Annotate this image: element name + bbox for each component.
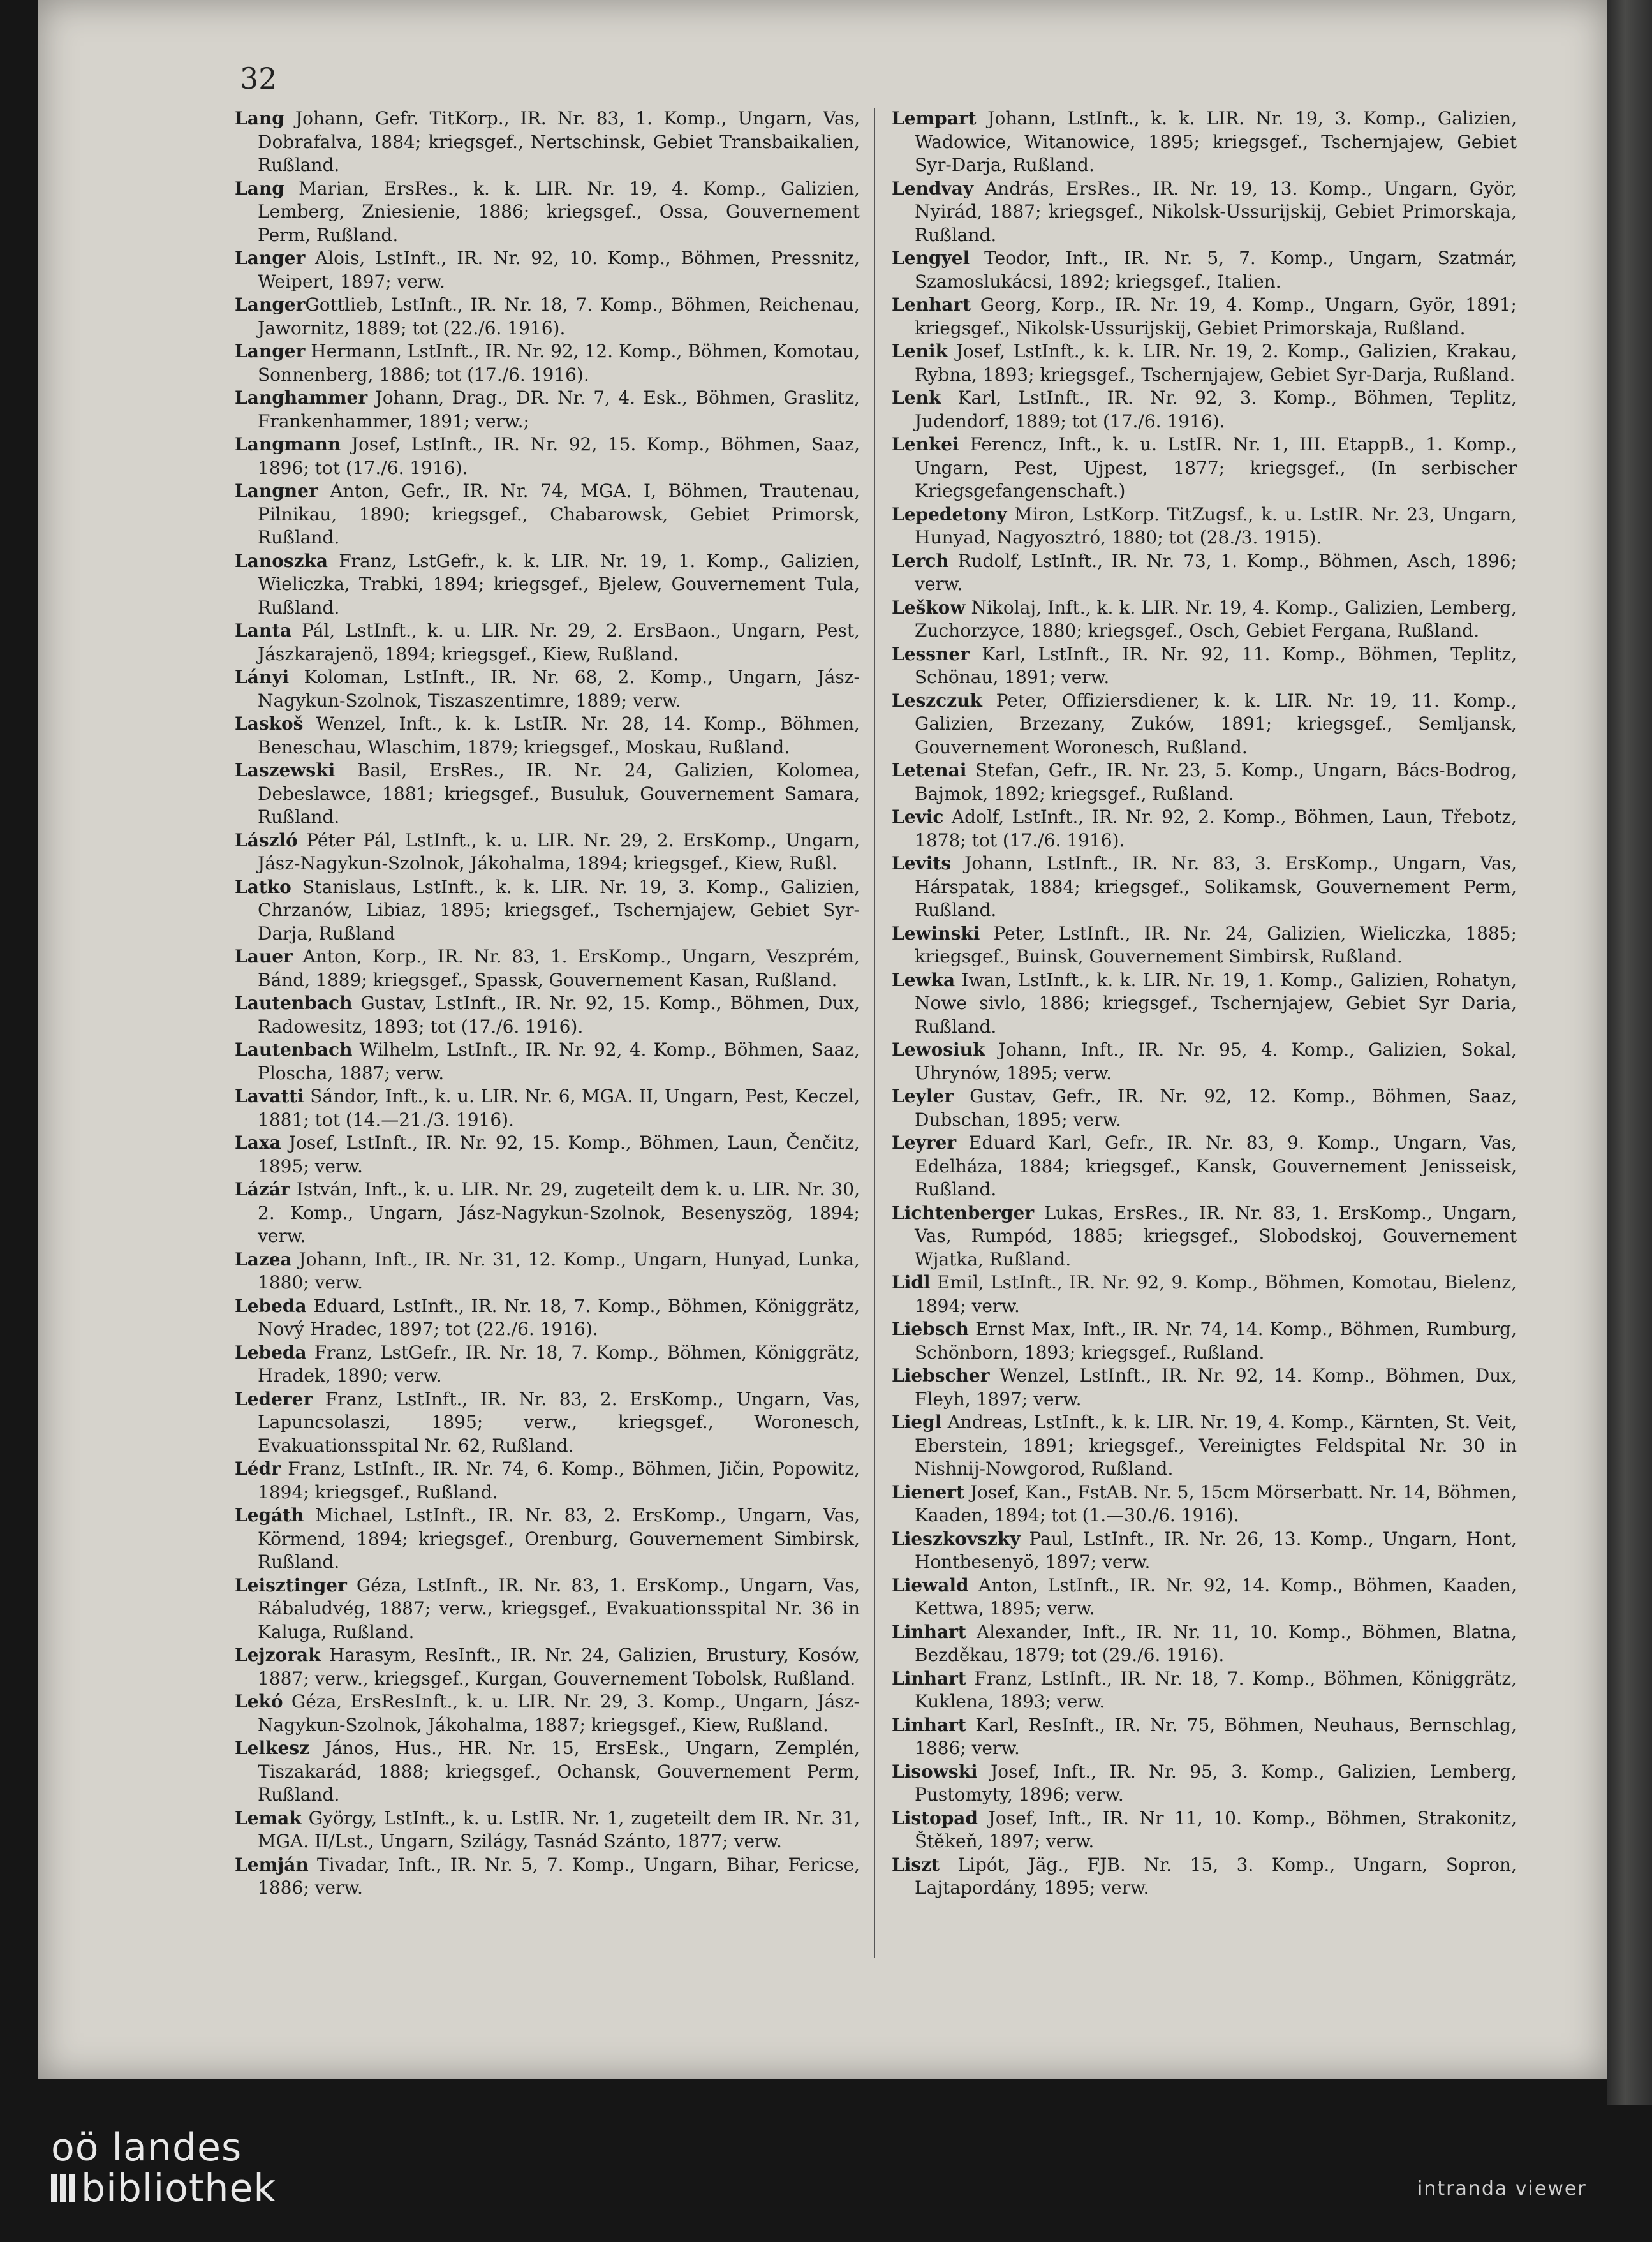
entry-details: Anton, Gefr., IR. Nr. 74, MGA. I, Böhmen, Trautenau, Pilnikau, 1890; kriegsgef., Chabarowsk, Gebiet Primorsk, Rußland.: [258, 480, 860, 548]
viewer-brand-label: intranda viewer: [1417, 2178, 1587, 2200]
list-item: [892, 1085, 1517, 1132]
list-item: [235, 1737, 860, 1807]
entry-details: Ernst Max, Inft., IR. Nr. 74, 14. Komp., Böhmen, Rumburg, Schönborn, 1893; kriegsgef., Rußland.: [915, 1318, 1517, 1363]
logo-line2: bibliothek: [81, 2166, 277, 2211]
entry-details: Teodor, Inft., IR. Nr. 5, 7. Komp., Ungarn, Szatmár, Szamoslukácsi, 1892; kriegsgef., Italien.: [915, 247, 1517, 292]
list-item: [892, 1528, 1517, 1574]
logo-line1: oö landes: [51, 2125, 242, 2170]
entry-details: András, ErsRes., IR. Nr. 19, 13. Komp., Ungarn, Györ, Nyirád, 1887; kriegsgef., Nikolsk-Ussurijskij, Gebiet Primorskaja, Rußland.: [915, 177, 1517, 246]
entry-details: Lipót, Jäg., FJB. Nr. 15, 3. Komp., Ungarn, Sopron, Lajtapordány, 1895; verw.: [915, 1854, 1517, 1898]
list-item: [892, 1132, 1517, 1202]
list-item: [892, 107, 1517, 177]
entry-details: Josef, LstInft., IR. Nr. 92, 15. Komp., Böhmen, Laun, Čenčitz, 1895; verw.: [258, 1132, 860, 1177]
entry-details: Sándor, Inft., k. u. LIR. Nr. 6, MGA. II, Ungarn, Pest, Keczel, 1881; tot (14.—21./3. 1916).: [258, 1086, 860, 1130]
entry-details: Gustav, Gefr., IR. Nr. 92, 12. Komp., Böhmen, Saaz, Dubschan, 1895; verw.: [915, 1086, 1517, 1130]
entry-details: Franz, LstInft., IR. Nr. 83, 2. ErsKomp., Ungarn, Vas, Lapuncsolaszi, 1895; verw., kriegsgef., Woronesch, Evakuationsspital Nr. 62, Rußland.: [258, 1388, 860, 1456]
list-item: [892, 596, 1517, 643]
entry-surname: Linhart: [892, 1714, 966, 1736]
entry-details: Wilhelm, LstInft., IR. Nr. 92, 4. Komp., Böhmen, Saaz, Ploscha, 1887; verw.: [258, 1039, 860, 1084]
entry-surname: Liszt: [892, 1854, 940, 1875]
entry-details: Wenzel, Inft., k. k. LstIR. Nr. 28, 14. Komp., Böhmen, Beneschau, Wlaschim, 1879; kriegsgef., Moskau, Rußland.: [258, 713, 860, 758]
entry-surname: Leszczuk: [892, 690, 982, 711]
entry-surname: Lázár: [235, 1179, 290, 1200]
list-item: [235, 666, 860, 712]
entry-details: Lukas, ErsRes., IR. Nr. 83, 1. ErsKomp., Ungarn, Vas, Rumpód, 1885; kriegsgef., Slobodskoj, Gouvernement Wjatka, Rußland.: [915, 1202, 1517, 1270]
list-item: [235, 992, 860, 1038]
entry-surname: Laszewski: [235, 760, 336, 781]
list-item: [235, 340, 860, 387]
list-item: [892, 1364, 1517, 1411]
entry-details: Anton, LstInft., IR. Nr. 92, 14. Komp., Böhmen, Kaaden, Kettwa, 1895; verw.: [915, 1574, 1517, 1619]
entry-details: János, Hus., HR. Nr. 15, ErsEsk., Ungarn, Zemplén, Tiszakarád, 1888; kriegsgef., Ochansk, Gouvernement Perm, Rußland.: [258, 1737, 860, 1805]
entry-surname: Lebeda: [235, 1295, 307, 1316]
entry-details: Josef, Kan., FstAB. Nr. 5, 15cm Mörserbatt. Nr. 14, Böhmen, Kaaden, 1894; tot (1.—30./6. 1916).: [915, 1481, 1517, 1526]
library-logo[interactable]: [51, 2127, 276, 2209]
entry-surname: Lanoszka: [235, 550, 328, 572]
entry-surname: Lewinski: [892, 922, 980, 944]
list-item: [892, 387, 1517, 433]
entry-surname: Lédr: [235, 1458, 281, 1479]
entry-surname: Lichtenberger: [892, 1202, 1035, 1223]
entry-details: Basil, ErsRes., IR. Nr. 24, Galizien, Kolomea, Debeslawce, 1881; kriegsgef., Busuluk, Gouvernement Samara, Rußland.: [258, 760, 860, 827]
list-item: [892, 177, 1517, 247]
list-item: [892, 806, 1517, 852]
list-item: [235, 1504, 860, 1574]
entry-details: Iwan, LstInft., k. k. LIR. Nr. 19, 1. Komp., Galizien, Rohatyn, Nowe sivlo, 1886; kriegsgef., Tschernjajew, Gebiet Syr Daria, Rußland.: [915, 969, 1517, 1037]
entry-surname: Leyrer: [892, 1132, 957, 1153]
entry-surname: Lanta: [235, 620, 292, 641]
list-item: [892, 1202, 1517, 1272]
entry-surname: Liewald: [892, 1574, 969, 1596]
entry-details: Ferencz, Inft., k. u. LstIR. Nr. 1, III. EtappB., 1. Komp., Ungarn, Pest, Ujpest, 1877; kriegsgef., (In serbischer Kriegsgefangenschaft.): [915, 434, 1517, 501]
list-item: [235, 480, 860, 550]
entry-details: Rudolf, LstInft., IR. Nr. 73, 1. Komp., Böhmen, Asch, 1896; verw.: [915, 550, 1517, 594]
entry-details: Johann, Inft., IR. Nr. 31, 12. Komp., Ungarn, Hunyad, Lunka, 1880; verw.: [258, 1248, 860, 1293]
list-item: [235, 1644, 860, 1690]
entry-surname: Langer: [235, 247, 306, 269]
list-item: [892, 759, 1517, 806]
entry-surname: Lengyel: [892, 247, 970, 269]
entry-details: Josef, Inft., IR. Nr. 95, 3. Komp., Galizien, Lemberg, Pustomyty, 1896; verw.: [915, 1760, 1517, 1805]
list-item: [235, 177, 860, 247]
list-item: [892, 1318, 1517, 1364]
entry-surname: László: [235, 829, 298, 851]
list-item: [235, 1690, 860, 1737]
entry-surname: Lempart: [892, 108, 977, 129]
right-column: [892, 107, 1517, 1900]
entry-details: Alexander, Inft., IR. Nr. 11, 10. Komp., Böhmen, Blatna, Bezděkau, 1879; tot (29./6. 1916).: [915, 1621, 1517, 1665]
list-item: [235, 293, 860, 340]
list-item: [892, 503, 1517, 550]
list-item: [235, 387, 860, 433]
list-item: [235, 945, 860, 992]
entry-surname: Langer: [235, 341, 306, 362]
list-item: [892, 1667, 1517, 1714]
list-item: [235, 759, 860, 829]
list-item: [235, 619, 860, 666]
entry-surname: Lavatti: [235, 1086, 304, 1107]
list-item: [892, 643, 1517, 690]
entry-surname: Lányi: [235, 667, 290, 688]
entry-surname: Lederer: [235, 1388, 313, 1410]
list-item: [892, 1807, 1517, 1854]
list-item: [892, 1621, 1517, 1667]
entry-surname: Laxa: [235, 1132, 281, 1153]
list-item: [235, 1178, 860, 1248]
entry-surname: Liebscher: [892, 1365, 990, 1386]
list-item: [235, 876, 860, 946]
list-item: [235, 1038, 860, 1085]
entry-surname: Levits: [892, 853, 952, 874]
list-item: [892, 550, 1517, 596]
entry-details: Franz, LstInft., IR. Nr. 18, 7. Komp., Böhmen, Königgrätz, Kuklena, 1893; verw.: [915, 1667, 1517, 1712]
entry-details: István, Inft., k. u. LIR. Nr. 29, zugeteilt dem k. u. LIR. Nr. 30, 2. Komp., Ungarn, Jász-Nagykun-Szolnok, Besenyszög, 1894; verw.: [258, 1179, 860, 1246]
entry-details: Johann, Gefr. TitKorp., IR. Nr. 83, 1. Komp., Ungarn, Vas, Dobrafalva, 1884; kriegsgef., Nertschinsk, Gebiet Transbaikalien, Rußland.: [258, 108, 860, 175]
list-item: [892, 1481, 1517, 1528]
list-item: [892, 247, 1517, 293]
entry-surname: Lautenbach: [235, 1039, 353, 1060]
list-item: [892, 1038, 1517, 1085]
list-item: [892, 340, 1517, 387]
entry-details: Emil, LstInft., IR. Nr. 92, 9. Komp., Böhmen, Komotau, Bielenz, 1894; verw.: [915, 1272, 1517, 1316]
entry-details: Tivadar, Inft., IR. Nr. 5, 7. Komp., Ungarn, Bihar, Fericse, 1886; verw.: [258, 1854, 860, 1898]
entry-details: Gustav, LstInft., IR. Nr. 92, 15. Komp., Böhmen, Dux, Radowesitz, 1893; tot (17./6. 1916).: [258, 992, 860, 1037]
entry-details: Anton, Korp., IR. Nr. 83, 1. ErsKomp., Ungarn, Veszprém, Bánd, 1889; kriegsgef., Spassk, Gouvernement Kasan, Rußland.: [258, 946, 860, 991]
list-item: [235, 1085, 860, 1132]
entry-surname: Lessner: [892, 643, 970, 665]
entry-details: Josef, LstInft., k. k. LIR. Nr. 19, 2. Komp., Galizien, Krakau, Rybna, 1893; kriegsgef., Tschernjajew, Gebiet Syr-Darja, Rußland.: [915, 341, 1517, 385]
entry-surname: Legáth: [235, 1505, 304, 1526]
entry-surname: Lang: [235, 108, 284, 129]
entry-surname: Lang: [235, 177, 284, 199]
list-item: [892, 1411, 1517, 1481]
entry-surname: Lerch: [892, 550, 949, 572]
entry-surname: Lejzorak: [235, 1644, 321, 1665]
entry-details: Josef, LstInft., IR. Nr. 92, 15. Komp., Böhmen, Saaz, 1896; tot (17./6. 1916).: [258, 434, 860, 478]
entry-details: Adolf, LstInft., IR. Nr. 92, 2. Komp., Böhmen, Laun, Třebotz, 1878; tot (17./6. 1916).: [915, 806, 1517, 851]
entry-surname: Letenai: [892, 760, 967, 781]
entry-details: Eduard Karl, Gefr., IR. Nr. 83, 9. Komp., Ungarn, Vas, Edelháza, 1884; kriegsgef., Kansk, Gouvernement Jenisseisk, Rußland.: [915, 1132, 1517, 1200]
entry-surname: Listopad: [892, 1807, 978, 1829]
list-item: [892, 1854, 1517, 1900]
list-item: [235, 1854, 860, 1900]
entry-details: Miron, LstKorp. TitZugsf., k. u. LstIR. Nr. 23, Ungarn, Hunyad, Nagyosztró, 1880; tot (28./3. 1915).: [915, 503, 1517, 548]
entry-surname: Lelkesz: [235, 1737, 310, 1759]
entry-details: Peter, Offiziersdiener, k. k. LIR. Nr. 19, 11. Komp., Galizien, Brzezany, Zuków, 1891; kriegsgef., Semljansk, Gouvernement Woronesch, Rußland.: [915, 690, 1517, 758]
logo-line2-wrapper: [51, 2168, 276, 2209]
entry-details: Marian, ErsRes., k. k. LIR. Nr. 19, 4. Komp., Galizien, Lemberg, Zniesienie, 1886; kriegsgef., Ossa, Gouvernement Perm, Rußland.: [258, 177, 860, 246]
list-item: [235, 1388, 860, 1458]
list-item: [235, 550, 860, 620]
entry-surname: Langhammer: [235, 387, 368, 408]
entry-details: György, LstInft., k. u. LstIR. Nr. 1, zugeteilt dem IR. Nr. 31, MGA. II/Lst., Ungarn, Szilágy, Tasnád Szánto, 1877; verw.: [258, 1807, 860, 1852]
list-item: [892, 1760, 1517, 1807]
entry-details: Karl, LstInft., IR. Nr. 92, 11. Komp., Böhmen, Teplitz, Schönau, 1891; verw.: [915, 643, 1517, 688]
page-number: 32: [240, 61, 277, 96]
entry-details: Géza, ErsResInft., k. u. LIR. Nr. 29, 3. Komp., Ungarn, Jász-Nagykun-Szolnok, Jákohalma, 1887; kriegsgef., Kiew, Rußland.: [258, 1691, 860, 1736]
list-item: [235, 1457, 860, 1504]
entry-surname: Langner: [235, 480, 318, 501]
entry-details: Gottlieb, LstInft., IR. Nr. 18, 7. Komp., Böhmen, Reichenau, Jawornitz, 1889; tot (22./6. 1916).: [258, 294, 860, 339]
entry-details: Johann, Drag., DR. Nr. 7, 4. Esk., Böhmen, Graslitz, Frankenhammer, 1891; verw.;: [258, 387, 860, 432]
list-item: [235, 433, 860, 480]
entry-details: Hermann, LstInft., IR. Nr. 92, 12. Komp., Böhmen, Komotau, Sonnenberg, 1886; tot (17./6. 1916).: [258, 341, 860, 385]
entry-details: Wenzel, LstInft., IR. Nr. 92, 14. Komp., Böhmen, Dux, Fleyh, 1897; verw.: [915, 1365, 1517, 1410]
entry-details: Andreas, LstInft., k. k. LIR. Nr. 19, 4. Komp., Kärnten, St. Veit, Eberstein, 1891; kriegsgef., Vereinigtes Feldspital Nr. 30 in Nishnij-Nowgorod, Rußland.: [915, 1412, 1517, 1479]
entry-details: Johann, Inft., IR. Nr. 95, 4. Komp., Galizien, Sokal, Uhrynów, 1895; verw.: [915, 1039, 1517, 1084]
entry-details: Johann, LstInft., IR. Nr. 83, 3. ErsKomp., Ungarn, Vas, Hárspatak, 1884; kriegsgef., Solikamsk, Gouvernement Perm, Rußland.: [915, 853, 1517, 920]
list-item: [235, 1132, 860, 1178]
entry-surname: Langmann: [235, 434, 341, 455]
list-item: [235, 712, 860, 759]
entry-details: Josef, Inft., IR. Nr 11, 10. Komp., Böhmen, Strakonitz, Štěkeň, 1897; verw.: [915, 1807, 1517, 1852]
list-item: [892, 852, 1517, 922]
entry-details: Franz, LstInft., IR. Nr. 74, 6. Komp., Böhmen, Jičin, Popowitz, 1894; kriegsgef., Rußland.: [258, 1458, 860, 1503]
list-item: [235, 1295, 860, 1341]
list-item: [892, 922, 1517, 969]
entry-details: Karl, ResInft., IR. Nr. 75, Böhmen, Neuhaus, Bernschlag, 1886; verw.: [915, 1714, 1517, 1759]
next-page-edge: [1607, 0, 1652, 2105]
entry-surname: Lenik: [892, 341, 948, 362]
left-column: [235, 107, 860, 1900]
entry-surname: Liebsch: [892, 1318, 969, 1339]
entry-details: Michael, LstInft., IR. Nr. 83, 2. ErsKomp., Ungarn, Vas, Körmend, 1894; kriegsgef., Orenburg, Gouvernement Simbirsk, Rußland.: [258, 1505, 860, 1572]
entry-surname: Lepedetony: [892, 503, 1007, 525]
entry-details: Johann, LstInft., k. k. LIR. Nr. 19, 3. Komp., Galizien, Wadowice, Witanowice, 1895; kriegsgef., Tschernjajew, Gebiet Syr-Darja, Rußland.: [915, 108, 1517, 175]
entry-surname: Leisztinger: [235, 1574, 347, 1596]
list-item: [235, 107, 860, 177]
entry-details: Koloman, LstInft., IR. Nr. 68, 2. Komp., Ungarn, Jász-Nagykun-Szolnok, Tiszaszentimre, 1889; verw.: [258, 667, 860, 711]
column-divider: [874, 108, 875, 1958]
list-item: [892, 293, 1517, 340]
entry-surname: Lenk: [892, 387, 941, 408]
entry-surname: Langer: [235, 294, 306, 315]
entry-details: Nikolaj, Inft., k. k. LIR. Nr. 19, 4. Komp., Galizien, Lemberg, Zuchorzyce, 1880; kriegsgef., Osch, Gebiet Fergana, Rußland.: [915, 596, 1517, 641]
entry-surname: Leyler: [892, 1086, 954, 1107]
entry-surname: Lauer: [235, 946, 293, 967]
entry-surname: Lebeda: [235, 1341, 307, 1363]
entry-details: Paul, LstInft., IR. Nr. 26, 13. Komp., Ungarn, Hont, Hontbesenyö, 1897; verw.: [915, 1528, 1517, 1572]
list-item: [892, 969, 1517, 1039]
entry-details: Alois, LstInft., IR. Nr. 92, 10. Komp., Böhmen, Pressnitz, Weipert, 1897; verw.: [258, 247, 860, 292]
entry-details: Stanislaus, LstInft., k. k. LIR. Nr. 19, 3. Komp., Galizien, Chrzanów, Libiaz, 1895; kriegsgef., Tschernjajew, Gebiet Syr-Darja, Rußland: [258, 876, 860, 944]
entry-details: Géza, LstInft., IR. Nr. 83, 1. ErsKomp., Ungarn, Vas, Rábaludvég, 1887; verw., kriegsgef., Evakuationsspital Nr. 36 in Kaluga, Rußland.: [258, 1574, 860, 1642]
entry-surname: Lazea: [235, 1248, 292, 1270]
list-item: [892, 1714, 1517, 1760]
entry-details: Eduard, LstInft., IR. Nr. 18, 7. Komp., Böhmen, Königgrätz, Nový Hradec, 1897; tot (22./6. 1916).: [258, 1295, 860, 1339]
entry-surname: Lewka: [892, 969, 955, 991]
entry-surname: Lieszkovszky: [892, 1528, 1021, 1549]
list-item: [235, 829, 860, 876]
entry-surname: Latko: [235, 876, 291, 897]
list-item: [892, 433, 1517, 503]
list-item: [235, 1248, 860, 1295]
entry-surname: Liegl: [892, 1412, 942, 1433]
entry-surname: Laskoš: [235, 713, 304, 734]
entry-surname: Linhart: [892, 1667, 966, 1689]
entry-surname: Lemak: [235, 1807, 302, 1829]
entry-surname: Linhart: [892, 1621, 966, 1642]
list-item: [235, 247, 860, 293]
logo-bars-icon: [51, 2174, 75, 2202]
entry-details: Georg, Korp., IR. Nr. 19, 4. Komp., Ungarn, Györ, 1891; kriegsgef., Nikolsk-Ussurijskij, Gebiet Primorskaja, Rußland.: [915, 294, 1517, 339]
entry-surname: Levic: [892, 806, 944, 827]
entry-surname: Lenkei: [892, 434, 959, 455]
entry-details: Karl, LstInft., IR. Nr. 92, 3. Komp., Böhmen, Teplitz, Judendorf, 1889; tot (17./6. 1916).: [915, 387, 1517, 432]
list-item: [235, 1341, 860, 1388]
entry-surname: Lendvay: [892, 177, 974, 199]
entry-surname: Lienert: [892, 1481, 964, 1503]
entry-details: Harasym, ResInft., IR. Nr. 24, Galizien, Brustury, Kosów, 1887; verw., kriegsgef., Kurgan, Gouvernement Tobolsk, Rußland.: [258, 1644, 860, 1689]
entry-surname: Lekó: [235, 1691, 283, 1712]
entry-surname: Lautenbach: [235, 992, 353, 1014]
list-item: [235, 1574, 860, 1644]
entry-surname: Lisowski: [892, 1760, 978, 1782]
entry-details: Stefan, Gefr., IR. Nr. 23, 5. Komp., Ungarn, Bács-Bodrog, Bajmok, 1892; kriegsgef., Rußland.: [915, 760, 1517, 804]
entry-details: Pál, LstInft., k. u. LIR. Nr. 29, 2. ErsBaon., Ungarn, Pest, Jászkarajenö, 1894; kriegsgef., Kiew, Rußland.: [258, 620, 860, 665]
list-item: [892, 1574, 1517, 1621]
entry-surname: Lewosiuk: [892, 1039, 985, 1060]
entry-details: Péter Pál, LstInft., k. u. LIR. Nr. 29, 2. ErsKomp., Ungarn, Jász-Nagykun-Szolnok, Jákohalma, 1894; kriegsgef., Kiew, Rußl.: [258, 829, 860, 874]
entry-details: Franz, LstGefr., IR. Nr. 18, 7. Komp., Böhmen, Königgrätz, Hradek, 1890; verw.: [258, 1341, 860, 1386]
list-item: [235, 1807, 860, 1854]
entry-details: Peter, LstInft., IR. Nr. 24, Galizien, Wieliczka, 1885; kriegsgef., Buinsk, Gouvernement Simbirsk, Rußland.: [915, 922, 1517, 967]
entry-surname: Lenhart: [892, 294, 971, 315]
entry-surname: Leškow: [892, 596, 966, 618]
entry-surname: Lidl: [892, 1272, 931, 1293]
entry-surname: Lemján: [235, 1854, 309, 1875]
list-item: [892, 690, 1517, 760]
list-item: [892, 1271, 1517, 1318]
entry-details: Franz, LstGefr., k. k. LIR. Nr. 19, 1. Komp., Galizien, Wieliczka, Trabki, 1894; kriegsgef., Bjelew, Gouvernement Tula, Rußland.: [258, 550, 860, 618]
